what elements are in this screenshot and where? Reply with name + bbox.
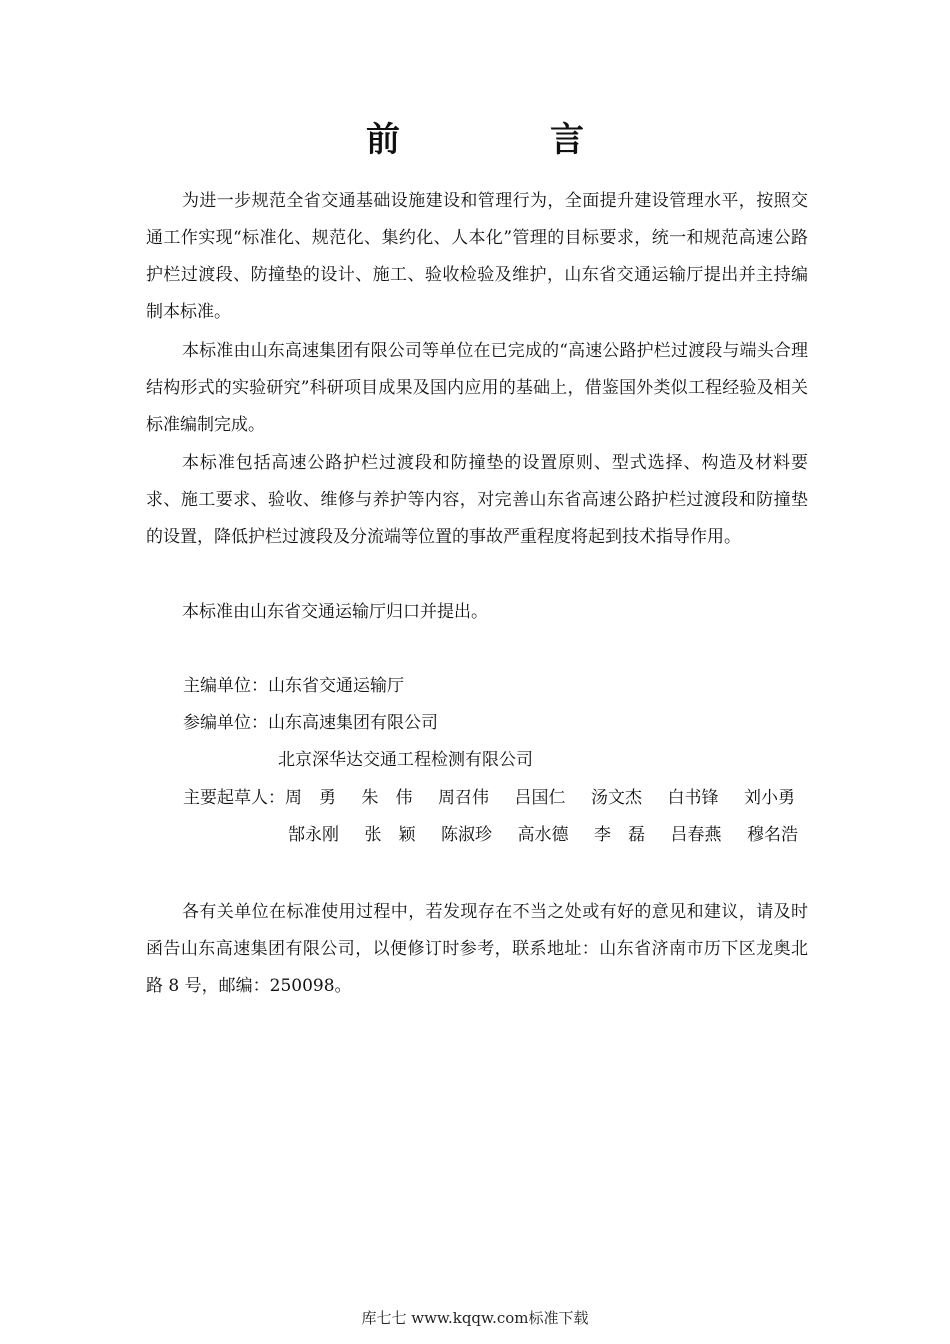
paragraph-3 [146, 445, 808, 556]
drafters-names [288, 823, 824, 847]
drafter-name: 刘小勇 [744, 788, 795, 808]
paragraph-text: 本标准由山东高速集团有限公司等单位在已完成的“高速公路护栏过渡段与端头合理结构形式的实验研究”科研项目成果及国内应用的基础上，借鉴国外类似工程经验及相关标准编制完成。 [146, 341, 808, 435]
drafter-name: 张 颖 [364, 825, 416, 845]
paragraph-text: 各有关单位在标准使用过程中，若发现存在不当之处或有好的意见和建议，请及时函告山东高速集团有限公司，以便修订时参考，联系地址：山东省济南市历下区龙奥北路 8 号，邮编：250098。 [146, 902, 808, 996]
paragraph-4 [146, 594, 808, 631]
drafter-name: 穆名浩 [747, 825, 798, 845]
drafter-name: 陈淑珍 [441, 825, 492, 845]
paragraph-2 [146, 333, 808, 444]
drafter-name: 白书锋 [667, 788, 719, 808]
drafters-names [285, 786, 821, 810]
paragraph-text: 为进一步规范全省交通基础设施建设和管理行为，全面提升建设管理水平，按照交通工作实现“标准化、规范化、集约化、人本化”管理的目标要求，统一和规范高速公路护栏过渡段、防撞垫的设计、施工、验收检验及维护，山东省交通运输厅提出并主持编制本标准。 [146, 191, 808, 322]
footer-watermark: 库七七 www.kqqw.com标准下载 [361, 1309, 589, 1327]
drafter-name: 周 勇 [285, 788, 336, 808]
drafter-name: 吕春燕 [670, 825, 722, 845]
drafters-row-1 [183, 786, 821, 810]
participating-unit-2: 北京深华达交通工程检测有限公司 [278, 750, 533, 770]
drafters-row-2 [288, 823, 824, 847]
drafter-name: 高水德 [517, 825, 569, 845]
drafter-name: 周召伟 [438, 788, 489, 808]
chief-unit: 主编单位：山东省交通运输厅 [183, 676, 404, 696]
drafter-name: 郜永刚 [288, 825, 339, 845]
drafters-label: 主要起草人： [183, 788, 285, 808]
drafter-name: 吕国仁 [514, 788, 566, 808]
drafter-name: 朱 伟 [361, 788, 413, 808]
drafter-name: 汤文杰 [591, 788, 642, 808]
participating-unit-1: 参编单位：山东高速集团有限公司 [183, 713, 438, 733]
paragraph-5 [146, 894, 808, 1005]
paragraph-text: 本标准包括高速公路护栏过渡段和防撞垫的设置原则、型式选择、构造及材料要求、施工要求、验收、维修与养护等内容，对完善山东省高速公路护栏过渡段和防撞垫的设置，降低护栏过渡段及分流端等位置的事故严重程度将起到技术指导作用。 [146, 453, 808, 547]
paragraph-1 [146, 183, 808, 331]
page-title: 前 言 [366, 120, 642, 160]
drafter-name: 李 磊 [594, 825, 645, 845]
paragraph-text: 本标准由山东省交通运输厅归口并提出。 [182, 602, 488, 622]
